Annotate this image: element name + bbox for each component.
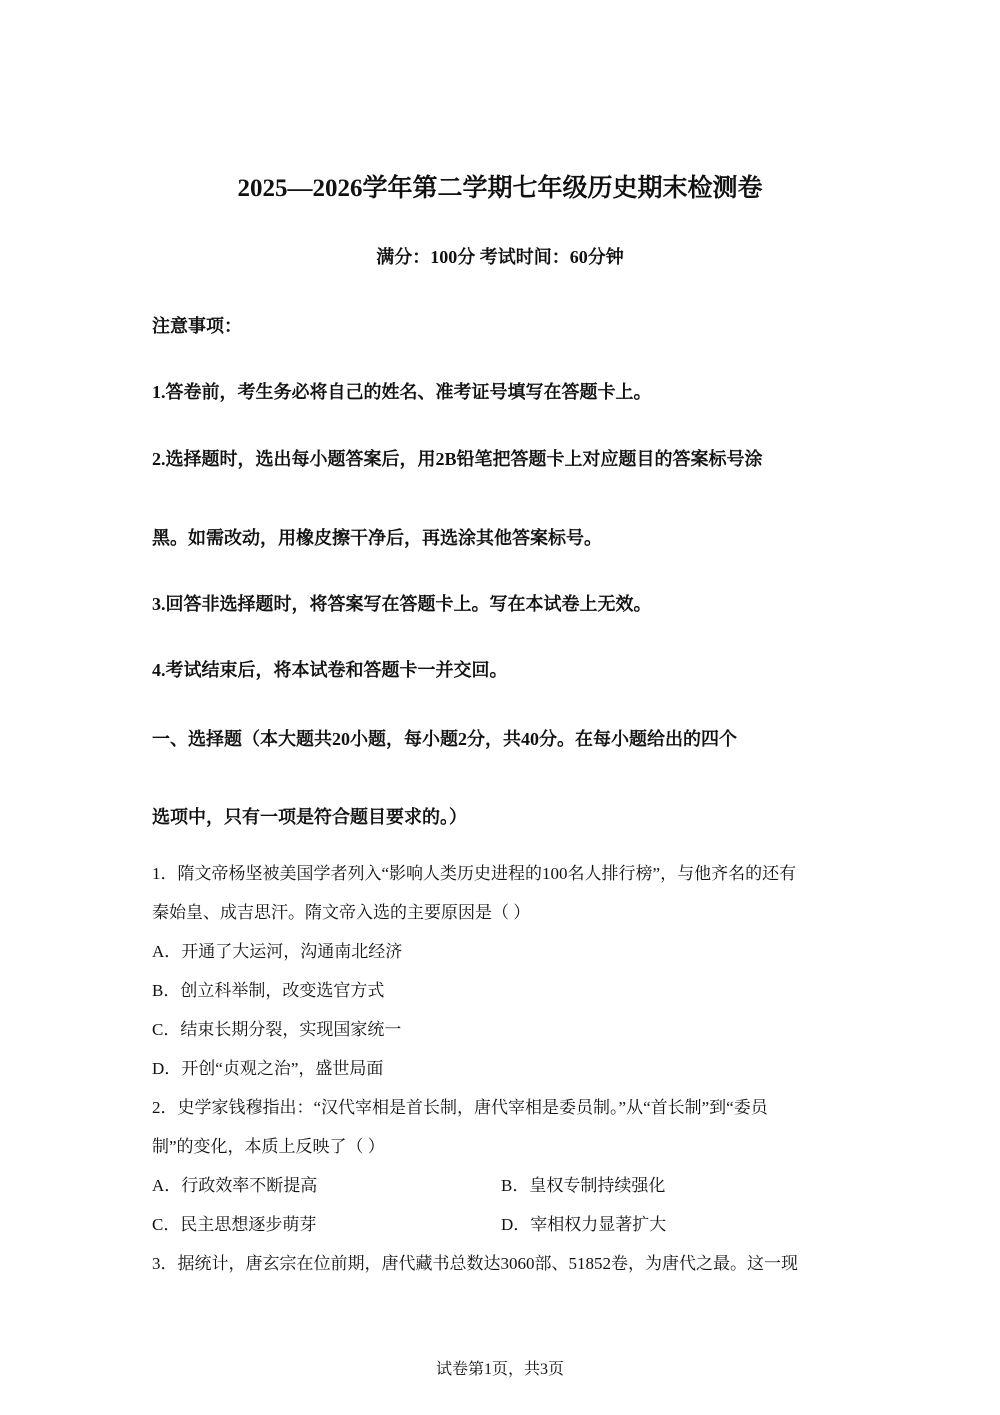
notice-item: 3.回答非选择题时，将答案写在答题卡上。写在本试卷上无效。 <box>152 594 652 614</box>
question-2-stem: 2．史学家钱穆指出：“汉代宰相是首长制，唐代宰相是委员制。”从“首长制”到“委员 <box>152 1098 768 1117</box>
exam-score-time: 满分：100分 考试时间：60分钟 <box>376 247 624 267</box>
notice-item: 2.选择题时，选出每小题答案后，用2B铅笔把答题卡上对应题目的答案标号涂 <box>152 449 763 469</box>
question-1-stem-cont: 秦始皇、成吉思汗。隋文帝入选的主要原因是（ ） <box>152 903 531 922</box>
question-1-option-a: A．开通了大运河，沟通南北经济 <box>152 942 403 961</box>
question-2-option-b: B．皇权专制持续强化 <box>501 1176 666 1195</box>
section-heading-cont: 选项中，只有一项是符合题目要求的。） <box>152 807 467 827</box>
question-1-option-c: C．结束长期分裂，实现国家统一 <box>152 1020 402 1039</box>
section-heading: 一、选择题（本大题共20小题，每小题2分，共40分。在每小题给出的四个 <box>152 729 737 749</box>
question-1-option-b: B．创立科举制，改变选官方式 <box>152 981 385 1000</box>
question-2-option-c: C．民主思想逐步萌芽 <box>152 1215 317 1234</box>
notice-item: 1.答卷前，考生务必将自己的姓名、准考证号填写在答题卡上。 <box>152 382 652 402</box>
question-2-option-d: D．宰相权力显著扩大 <box>501 1215 667 1234</box>
question-2-stem-cont: 制”的变化，本质上反映了（ ） <box>152 1137 385 1156</box>
notice-heading: 注意事项： <box>152 316 242 336</box>
exam-title: 2025—2026学年第二学期七年级历史期末检测卷 <box>237 175 763 202</box>
question-1-option-d: D．开创“贞观之治”，盛世局面 <box>152 1059 384 1078</box>
question-3-stem: 3．据统计，唐玄宗在位前期，唐代藏书总数达3060部、51852卷，为唐代之最。这一现 <box>152 1254 798 1273</box>
question-2-option-a: A．行政效率不断提高 <box>152 1176 318 1195</box>
page-footer: 试卷第1页，共3页 <box>435 1361 564 1378</box>
notice-item: 黑。如需改动，用橡皮擦干净后，再选涂其他答案标号。 <box>152 528 602 548</box>
notice-item: 4.考试结束后，将本试卷和答题卡一并交回。 <box>152 660 508 680</box>
question-1-stem: 1．隋文帝杨坚被美国学者列入“影响人类历史进程的100名人排行榜”，与他齐名的还有 <box>152 864 797 883</box>
